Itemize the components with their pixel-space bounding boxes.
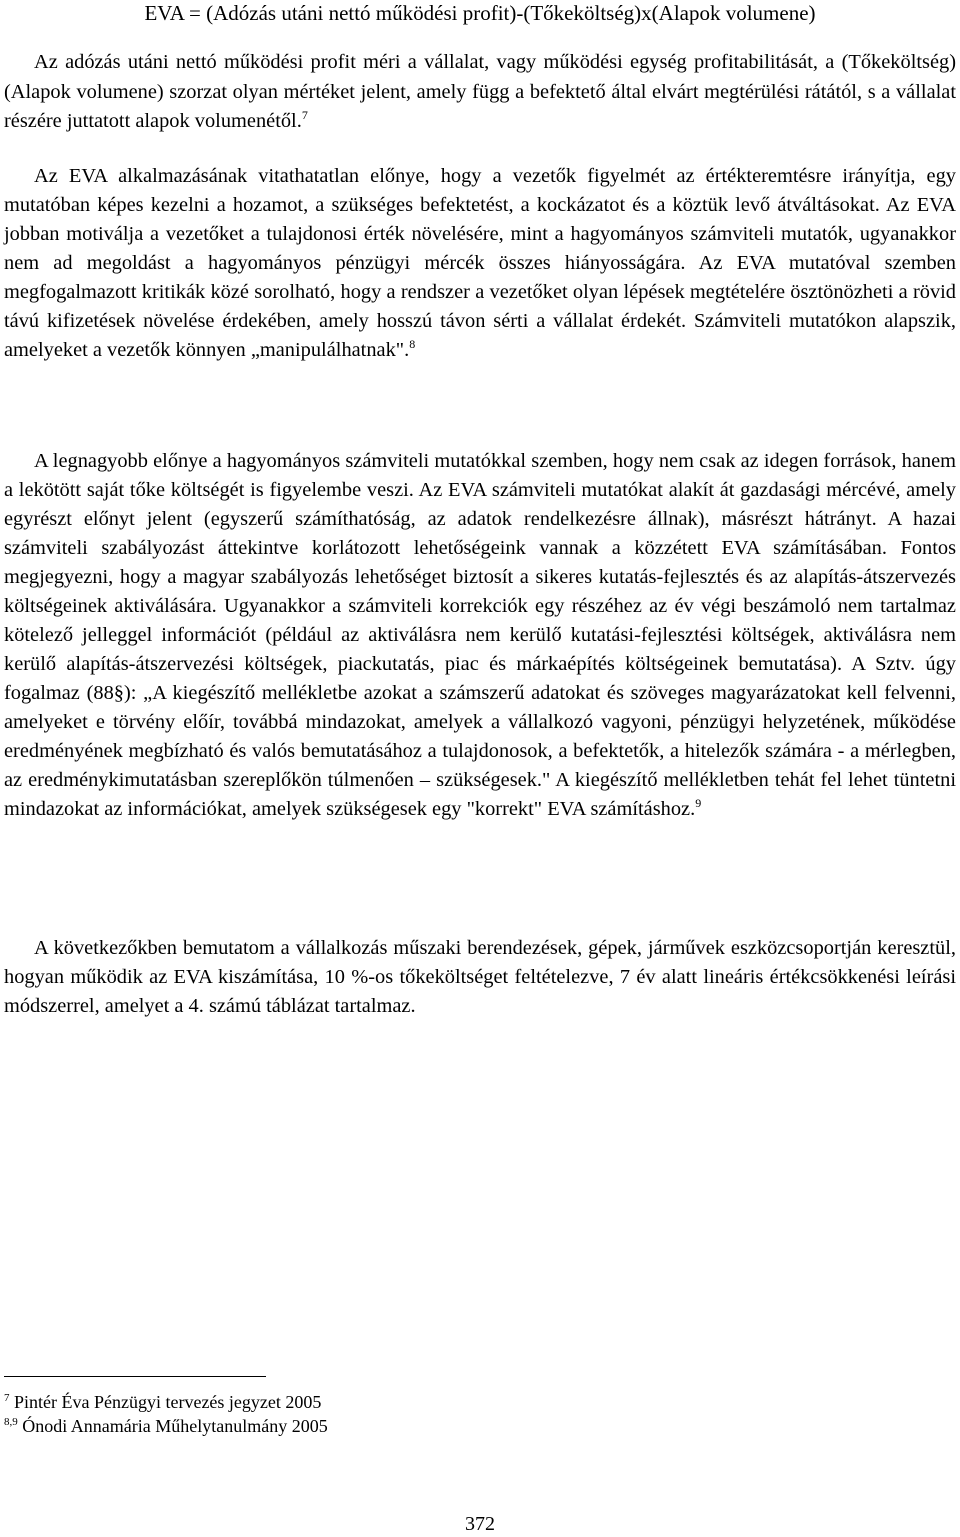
paragraph-2 (4, 162, 956, 365)
footnote-reference: 9 (695, 796, 702, 811)
footnote-marker: 8,9 (4, 1416, 18, 1428)
footnote-text: Pintér Éva Pénzügyi tervezés jegyzet 2005 (14, 1392, 322, 1412)
paragraph-3 (4, 447, 956, 824)
paragraph-4 (4, 934, 956, 1021)
footnote-separator (4, 1376, 266, 1377)
paragraph-text: A következőkben bemutatom a vállalkozás műszaki berendezések, gépek, járművek eszközcsoportján keresztül, hogyan működik az EVA kiszámítása, 10 %-os tőkeköltséget feltételezve, 7 év alatt lineáris értékcsökkenési leírási módszerrel, amelyet a 4. számú táblázat tartalmaz. (4, 937, 956, 1017)
footnote-marker: 7 (4, 1392, 10, 1404)
paragraph-text: Az EVA alkalmazásának vitathatatlan előnye, hogy a vezetők figyelmét az értékteremtésre irányítja, egy mutatóban képes kezelni a hozamot, a szükséges befektetést, a kockázatot és a köztük levő átváltásokat. Az EVA jobban motiválja a vezetőket a tulajdonosi érték növelésére, mint a hagyományos számviteli mutatók, ugyanakkor nem ad megoldást a hagyományos pénzügyi mércék összes hiányosságára. Az EVA mutatóval szemben megfogalmazott kritikák közé sorolható, hogy a rendszer a vezetőket olyan lépések megtételére ösztönözheti a rövid távú kifizetések növelése érdekében, amely hosszú távon sérti a vállalat érdekét. Számviteli mutatókon alapszik, amelyeket a vezetők könnyen „manipulálhatnak". (4, 165, 956, 361)
footnote-item (4, 1390, 604, 1414)
paragraph-text: A legnagyobb előnye a hagyományos számviteli mutatókkal szemben, hogy nem csak az idegen források, hanem a lekötött saját tőke költségét is figyelembe veszi. Az EVA számviteli mutatókat alakít át gazdasági mércévé, amely egyrészt előnyt jelent (egyszerű számíthatóság, az adatok rendelkezésre állnak), másrészt hátrányt. A hazai számviteli szabályozást áttekintve korlátozott lehetőségeink vannak a közzétett EVA számításában. Fontos megjegyezni, hogy a magyar szabályozás lehetőséget biztosít a sikeres kutatás-fejlesztés és az alapítás-átszervezés költségeinek aktiválására. Ugyanakkor a számviteli korrekciók egy részéhez az év végi beszámoló nem tartalmaz kötelező jelleggel információt (például az aktiválásra nem kerülő kutatási-fejlesztési költségek, aktiválásra nem kerülő alapítás-átszervezési költségek, piackutatás, piac és márkaépítés költségeinek bemutatása). A Sztv. úgy fogalmaz (88§): „A kiegészítő mellékletbe azokat a számszerű adatokat és szöveges magyarázatokat kell felvenni, amelyeket e törvény előír, továbbá mindazokat, amelyek a vállalkozó vagyoni, pénzügyi helyzetének, működése eredményének megbízható és valós bemutatásához a tulajdonosok, a befektetők, a hitelezők számára - a mérlegben, az eredménykimutatásban szereplőkön túlmenően – szükségesek." A kiegészítő mellékletben tehát fel lehet tüntetni mindazokat az információkat, amelyek szükségesek egy "korrekt" EVA számításhoz. (4, 450, 956, 820)
eva-formula: EVA = (Adózás utáni nettó működési profit)-(Tőkeköltség)x(Alapok volumene) (144, 1, 816, 25)
footnote-item (4, 1414, 604, 1438)
footnote-reference: 7 (301, 108, 308, 123)
paragraph-text: Az adózás utáni nettó működési profit méri a vállalat, vagy működési egység profitabilitását, a (Tőkeköltség)(Alapok volumene) szorzat olyan mértéket jelent, amely függ a befektető által elvárt megtérülési rátától, s a vállalat részére juttatott alapok volumenétől. (4, 51, 956, 132)
footnote-reference: 8 (409, 337, 416, 352)
paragraph-1 (4, 48, 956, 137)
footnote-text: Ónodi Annamária Műhelytanulmány 2005 (22, 1416, 328, 1436)
page-number: 372 (465, 1513, 495, 1535)
footnotes (4, 1390, 604, 1438)
